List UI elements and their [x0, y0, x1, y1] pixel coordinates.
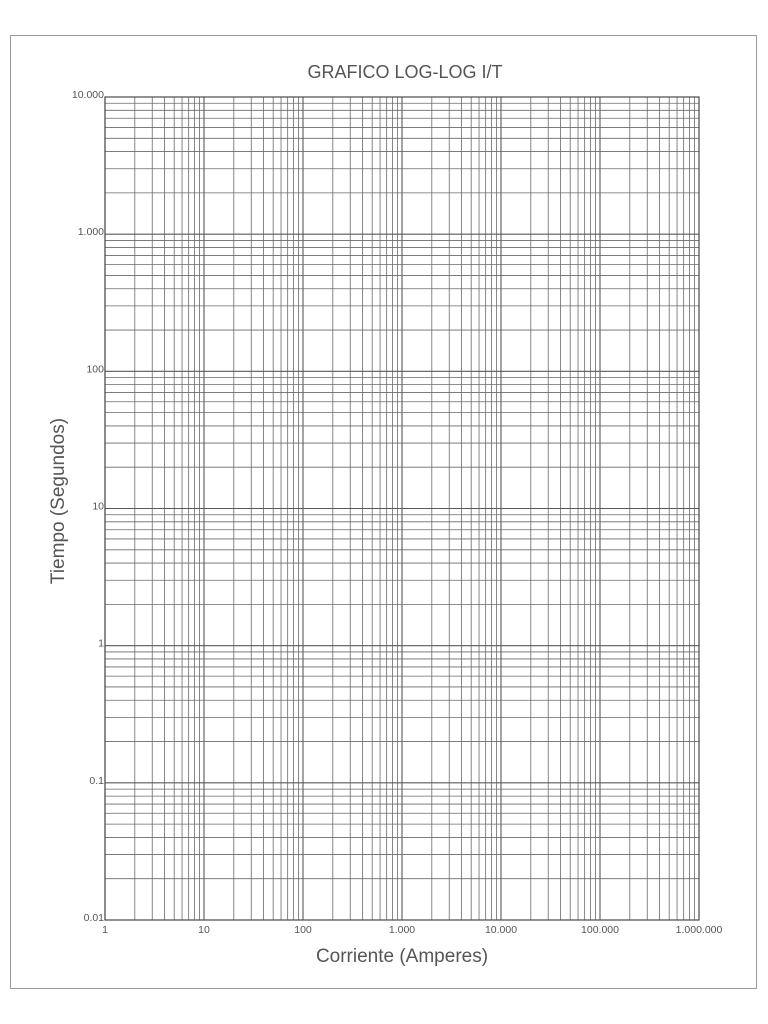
x-tick-label: 100: [294, 924, 312, 936]
x-axis-title: Corriente (Amperes): [315, 946, 489, 967]
y-tick-label: 10: [92, 500, 104, 513]
x-tick-label: 100.000: [581, 924, 619, 936]
y-tick-label: 1: [98, 637, 104, 650]
x-tick-label: 1.000: [388, 924, 416, 936]
x-tick-label: 1.000.000: [675, 924, 723, 936]
y-tick-label: 10.000: [71, 89, 104, 101]
x-tick-label: 10: [198, 924, 210, 936]
y-tick-labels: [72, 89, 104, 924]
y-tick-label: 0.01: [83, 912, 104, 924]
y-tick-label: 1.000: [77, 226, 104, 239]
grid: [105, 97, 699, 920]
x-tick-label: 10.000: [484, 924, 518, 936]
chart-title: GRAFICO LOG-LOG I/T: [307, 62, 503, 82]
y-tick-label: 100: [86, 363, 104, 376]
x-tick-labels: [102, 924, 722, 936]
x-tick-label: 1: [102, 924, 108, 936]
y-axis-title: Tiempo (Segundos): [48, 417, 69, 585]
y-tick-label: 0.1: [89, 774, 104, 787]
